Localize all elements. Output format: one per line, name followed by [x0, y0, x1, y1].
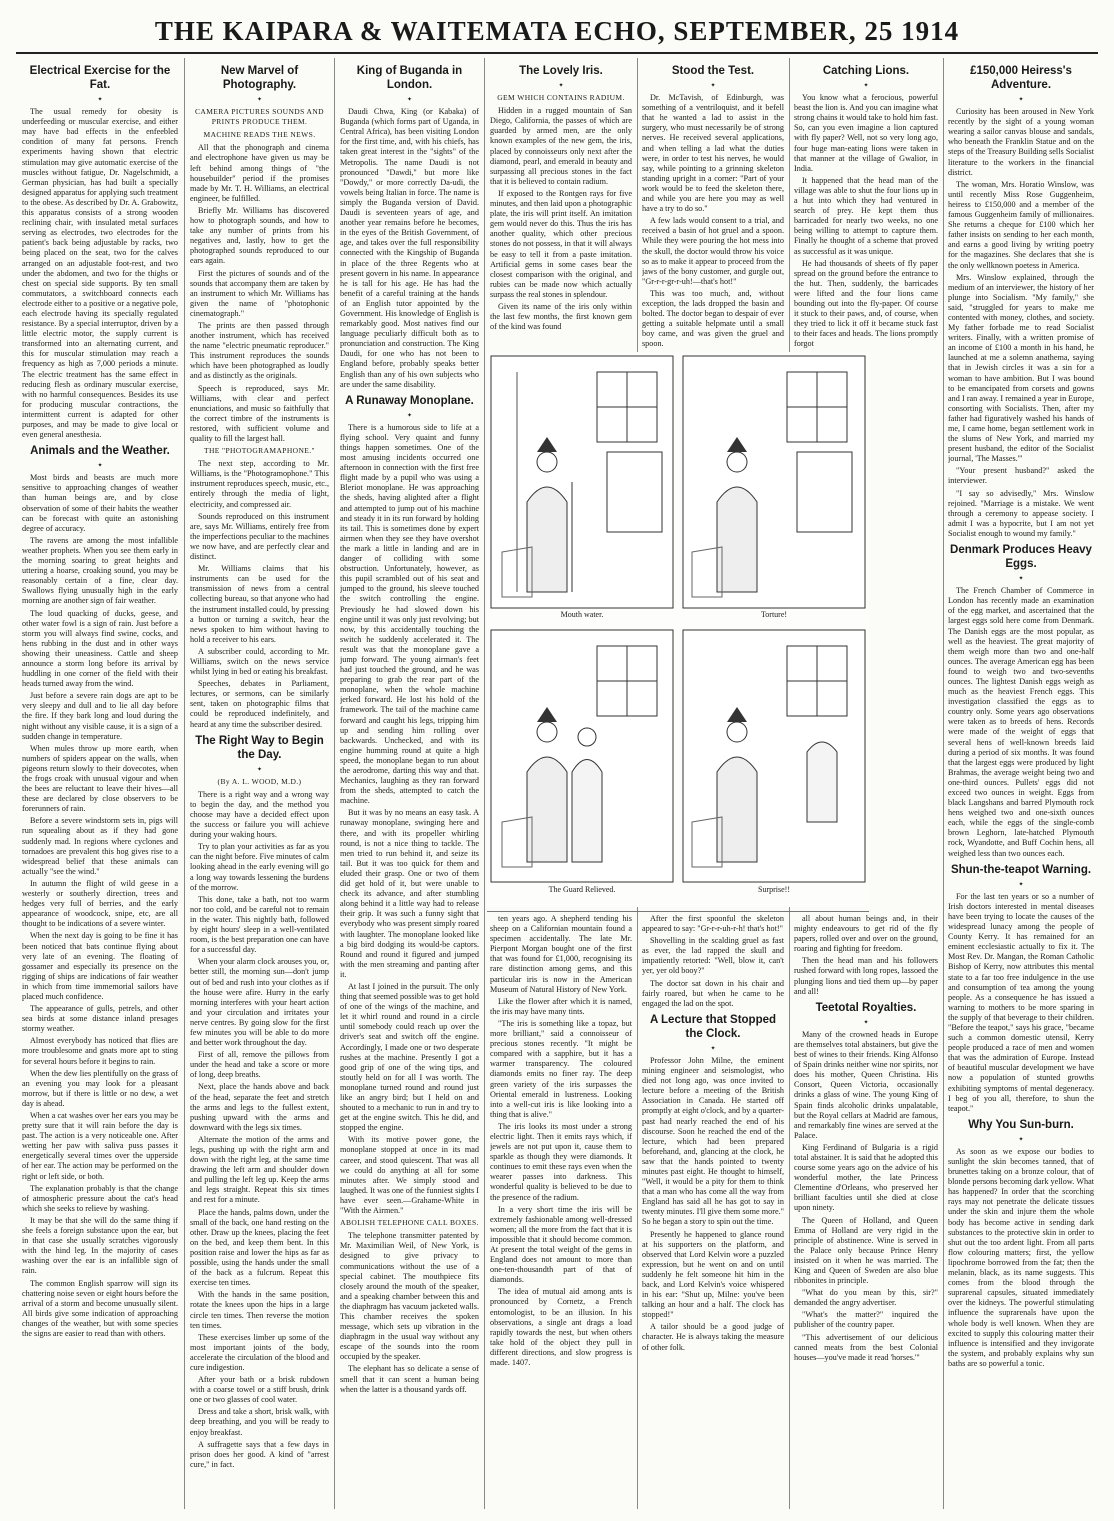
article-headline: Stood the Test. [671, 65, 755, 77]
divider-ornament: ✦ [97, 463, 103, 470]
column-4-top [490, 60, 632, 349]
paragraph: The iris looks its most under a strong electric light. Then it emits rays which, if jewels are not put upon it, cause them to sparkle as though they were diamonds. It continues to emit these rays even when the wearer passes into darkness. This wonderful quality is believed to be due to the presence of the radium. [490, 1121, 632, 1202]
divider-ornament: ✦ [406, 97, 413, 103]
article-headline: Catching Lions. [822, 65, 910, 77]
article-subheading: ABOLISH TELEPHONE CALL BOXES. [340, 1218, 479, 1228]
article-headline: Denmark Produces Heavy Eggs. [950, 544, 1092, 571]
paragraph: The explanation probably is that the change of atmospheric pressure about the cat's head which she seeks to relieve by washing. [22, 1183, 178, 1213]
column-4-bottom [490, 914, 632, 1507]
paragraph: If exposed to the Rontgen rays for five minutes, and then laid upon a photographic plate, the iris will print itself. An imitation gem would never do this. Thus the iris has another quality, which other precious stones do not possess, in that it will always be easy to tell it from a paste imitation. Artificial gems in some cases bear the closest comparison with the original, and rubies can be made now which actually surpass the real stones in splendour. [490, 188, 632, 299]
paragraph: When the next day is going to be fine it has been noticed that bats continue flying about very late of an evening. The floating of gossamer and especially its presence on the rigging of ships are indications of fair weather in which from time immemorial sailors have placed much confidence. [22, 931, 178, 1001]
divider-ornament: ✦ [863, 1019, 869, 1026]
paragraph: A suffragette says that a few days in prison does her good. A kind of "arrest cure," in fact. [190, 1439, 329, 1469]
paragraph: You know what a ferocious, powerful beast the lion is. And you can imagine what strong chains it would take to hold him fast. So, can you even imagine a lion captured with fly paper? Well, not so very long ago, four huge man-eating lions were taken in that manner at the village of Gwalior, in India. [794, 93, 938, 173]
paragraph: When your alarm clock arouses you, or, better still, the morning sun—don't jump out of bed and rush into your clothes as if the house were afire. Hurry in the early morning interferes with your heart action and your circulation and irritates your nerve centres. By going slow for the first few minutes you will be able to do more and better work throughout the day. [190, 957, 329, 1048]
paragraph: This done, take a bath, not too warm nor too cold, and be careful not to remain in the water. This nightly bath, followed by eight hours' sleep in a well-ventilated room, is the best preparation one can have for a successful day. [190, 894, 329, 955]
article-headline: Teetotal Royalties. [815, 1001, 917, 1014]
paragraph: A subscriber could, according to Mr. Williams, switch on the news service whilst lying in bed or eating his breakfast. [190, 646, 329, 677]
divider-ornament: ✦ [256, 766, 263, 773]
paragraph: As soon as we expose our bodies to sunlight the skin becomes tanned, that of brunettes taking on a bronze colour, that of blonde persons becoming dark yellow. What has happened? In order that the scorching rays may not penetrate the delicate tissues under the skin and injure them the whole body has become active in sending dark substances to the protective skin in order to shut out the too ardent light. From all parts flow colouring matters; first, the yellow lipochrome borrowed from the fat; then the melanin, black, as its name suggests. This comes from the blood through the suprarenal capsules, situated immediately over the kidneys. The powerful stimulating influence the suprarenals have upon the whole body is well known. When they are excited to supply this colouring matter their influence is intensified and they invigorate the system, and probably explains why sun baths are so powerful a tonic. [948, 1146, 1094, 1368]
paragraph: But it was by no means an easy task. A runaway monoplane, swinging here and there, and with its propeller whirling round, is not a nice thing to tackle. The men tried to run behind it, and seize its tail. But it was too quick for them and eluded their grasp. One or two of them did get hold of it, but were unable to check its advance, and after stumbling along behind it a little way had to release their grip. It was such a funny sight that everybody who was present simply roared with laughter. The monoplane looked like a big bird dodging its would-be captors. Round and round it figured and jumped with the men streaming and panting after it. [340, 808, 479, 979]
paragraph: After your bath or a brisk rubdown with a coarse towel or a stiff brush, drink one or two glasses of cool water. [190, 1375, 329, 1405]
paragraph: Shovelling in the scalding gruel as fast as ever, the lad rapped the skull and impatiently retorted: "Well, blow it, can't yer, yer old booy?" [642, 936, 784, 976]
divider-ornament: ✦ [1018, 576, 1024, 583]
paragraph: Try to plan your activities as far as you can the night before. Five minutes of calm looking ahead in the early evening will go a long way towards lessening the burdens of the morrow. [190, 842, 329, 892]
article-subheading: MACHINE READS THE NEWS. [203, 130, 316, 140]
article-headline: A Runaway Monoplane. [345, 394, 474, 407]
column-divider [334, 58, 335, 1509]
cartoon-illustration [487, 352, 869, 907]
paragraph: Before a severe windstorm sets in, pigs will run squealing about as if they had gone suddenly mad. In regions where cyclones and tornadoes are prevalent this hog gives rise to a widespread belief that these animals can actually "see the wind." [22, 816, 178, 876]
divider-ornament: ✦ [97, 97, 103, 103]
paragraph: Hidden in a rugged mountain of San Diego, California, the passes of which are guarded by armed men, are the only known examples of the new gem, the iris, placed by connoisseurs only next after the diamond, pearl, and emerald in beauty and surpassing all precious stones in the fact that it is believed to contain radium. [490, 106, 632, 186]
paragraph: "This advertisement of our delicious canned meats from the best Colonial houses—you've made it read 'horses.'" [794, 1332, 938, 1362]
paragraph: Most birds and beasts are much more sensitive to approaching changes of weather than human beings are, and by close observation of some of their habits the weather can be forecast with quite an astonishing degree of accuracy. [22, 473, 178, 533]
cartoon-panel-2 [683, 356, 865, 608]
paragraph: The French Chamber of Commerce in London has recently made an examination of the egg market, and ascertained that the largest eggs sold here come from Denmark. The Danish eggs are the most popular, as well as the heaviest. The great majority of them weigh more than two and one-half ounces. The average American egg has been found to weigh two and two-sevenths ounces. The lightest Danish eggs weigh as much as the heaviest French eggs. This investigation classified the eggs as to country only. Some years ago observations were taken as to breeds of hens. Records were made of the weight of eggs that several hens of well-known breeds laid during a period of six months. It was found that the largest eggs were produced by light Brahmas, the average weight being two and one-third ounces. Pullets' eggs did not exceed two ounces in weight. Eggs from black Langshans and barred Plymouth rock hens weighed two and one-sixth ounces each, while the eggs of the single-comb brown Leghorn, late-hatched Plymouth rock, Wyandotte, and Buff Cochin hens, all weighed less than two ounces each. [948, 586, 1094, 858]
paragraph: The appearance of gulls, petrels, and other sea birds at some distance inland presages stormy weather. [22, 1004, 178, 1034]
divider-ornament: ✦ [1018, 1136, 1024, 1143]
paragraph: "What's the matter?" inquired the publisher of the country paper. [794, 1310, 938, 1330]
divider-ornament: ✦ [1018, 881, 1024, 888]
column-7 [948, 60, 1094, 1507]
masthead: THE KAIPARA & WAITEMATA ECHO, SEPTEMBER, 25 1914 [154, 16, 960, 46]
article-headline: £150,000 Heiress's Adventure. [970, 65, 1072, 91]
paragraph: Professor John Milne, the eminent mining engineer and seismologist, who died not long ago, was once invited to lecture before a meeting of the British Association in Canada. He started off promptly at eight o'clock, and by a quarter-past had nearly reached the end of his discourse. Soon he reached the end of the lecture, which had been prepared beforehand, and, glancing at the clock, he saw that the hands pointed to twenty minutes past eight. He thought to himself, "Well, it would be a pity for them to think that a man who has come all the way from England has said all he has got to say in twenty minutes. I'll give them some more." So he began a story to spin out the time. [642, 1055, 784, 1227]
paragraph: Speeches, debates in Parliament, lectures, or sermons, can be similarly sent, taken on photographic films that could be reproduced indefinitely, and heard at any time the subscriber desired. [190, 679, 329, 729]
paragraph: All that the phonograph and cinema and electrophone have given us may be left behind among things of "the housebuilder" period if the promises made by Mr. T. H. Williams, an electrical engineer, be fulfilled. [190, 143, 329, 203]
column-divider [943, 58, 944, 1509]
paragraph: He had thousands of sheets of fly paper spread on the ground before the entrance to the hut. Then, suddenly, the barricades were lifted and the four lions came bounding out into the fly-paper. Of course it stuck to their paws, and, of course, when they tried to lick it off it became stuck fast to their faces and heads. The lions promptly forgot [794, 258, 938, 349]
paragraph: Many of the crowned heads in Europe are themselves total abstainers, but give the best of wines to their friends. King Alfonso of Spain drinks neither wine nor spirits, nor does his mother, Queen Christina. His Consort, Queen Victoria, occasionally drinks a glass of wine. The young King of Spain finds alcoholic drinks unpalatable, but the Royal cellars at Madrid are famous, and remarkably fine wines are served at the Palace. [794, 1029, 938, 1140]
paragraph: Then the head man and his followers rushed forward with long ropes, lassoed the plunging lions and tied them up—by paper and all! [794, 956, 938, 996]
column-6-top [794, 60, 938, 349]
paragraph: "I say so advisedly," Mrs. Winslow rejoined. "Marriage is a mistake. We went through a ceremony to appease society. I admit I was a hypocrite, but I am not yet Socialist enough to wound my family." [948, 488, 1094, 538]
paragraph: The ravens are among the most infallible weather prophets. When you see them early in the morning soaring to great heights and uttering a hoarse, croaking sound, you may be reasonably certain of a fine, clear day. Swallows flying unusually high in the early morning are another sign of fair weather. [22, 535, 178, 606]
column-divider [184, 58, 185, 1509]
column-2 [190, 60, 329, 1507]
paragraph: This was too much, and, without exception, the lads dropped the basin and bolted. The doctor began to despair of ever getting a suitable helpmate until a small boy came, and was given the gruel and spoon. [642, 288, 784, 349]
cartoon-panel-4 [683, 630, 865, 882]
paragraph: With its motive power gone, the monoplane stopped at once in its mad career, and stood quiescent. That was all we could do anything at all for some minutes after. We simply stood and laughed. It was one of the funniest sights I have ever seen.—Grahame-White in "With the Airmen." [340, 1135, 479, 1216]
column-5-top [642, 60, 784, 349]
column-divider [484, 58, 485, 1509]
article-byline: (By A. L. WOOD, M.D.) [217, 776, 302, 786]
paragraph: Curiosity has been aroused in New York recently by the sight of a young woman wearing a sailor canvas blouse and sandals, who beneath the Franklin Statue and on the steps of the Treasury Building sells Socialist literature to the workers in the financial district. [948, 107, 1094, 177]
paragraph: "What do you mean by this, sir?" demanded the angry advertiser. [794, 1288, 938, 1308]
paragraph: When mules throw up more earth, when numbers of spiders appear on the walls, when pigeons return slowly to their dovecotes, when the frogs croak with unusual vigour and when the bees are reluctant to leave their hives—all these are declared by close observers to be forerunners of rain. [22, 743, 178, 814]
column-5-bottom [642, 914, 784, 1507]
paragraph: These exercises limber up some of the most important joints of the body, accelerate the circulation of the blood and cure indigestion. [190, 1332, 329, 1372]
paragraph: With the hands in the same position, rotate the knees upon the hips in a large circle ten times. Then reverse the motion ten times. [190, 1290, 329, 1330]
article-headline: Shun-the-teapot Warning. [950, 863, 1092, 876]
paragraph: The common English sparrow will sign its chattering noise seven or eight hours before the arrival of a storm and become unusually silent. All birds give some indication of approaching changes of the weather, but with some species the signs are easier to read than with others. [22, 1278, 178, 1338]
paragraph: A few lads would consent to a trial, and received a basin of hot gruel and a spoon. While they were pouring the hot mess into the skull, the doctor would throw his voice so as to make it appear to proceed from the jaws of the bony customer, and gurgle out, "Gr-r-r-gr-r-uh!—that's hot!" [642, 216, 784, 286]
paragraph: There is a humorous side to life at a flying school. Very quaint and funny things happen sometimes. One of the most amusing incidents occurred one afternoon in connection with the first free flight made by a pupil who was using a Bleriot monoplane. He was approaching the sheds, having alighted after a flight and attempted to jump out of his machine and steady it in its run forward by holding its tail. This is sometimes done by expert airmen when they see they have overshot the mark a little in landing and are in danger of colliding with some obstruction. Unfortunately, however, as this pupil scrambled out of his seat and jumped to the ground, his sleeve touched the switch controlling the engine. Previously he had slowed down his engine until it was only just revolving; but now, by this accidentally touching the switch he suddenly accelerated it. The result was that the monoplane gave a jump forward. The young airman's feet had just touched the ground, and he was preparing to grab the rear part of the monoplane, when the whole machine jerked forward. He lost his hold of the framework. The tail of the machine came forward and caught his legs, tripping him up and sending him rolling over backwards. Unchecked, and with its engine humming round at quite a high speed, the monoplane began to run about the aerodrome, darting this way and that. Mechanics, laughing as they ran forward from the sheds, attempted to catch the machine. [340, 422, 479, 806]
paragraph: For the last ten years or so a number of Irish doctors interested in mental diseases have been trying to locate the causes of the widespread lunacy among the people of County Kerry. It has remained for an eminent ecclesiastic actually to fix it. The Most Rev. Dr. Mangan, the Roman Catholic Bishop of Kerry, now attributes this mental state to a far too free indulgence in the use and consumption of tea among the young people. As a consequence he has issued a warning to mothers to be more sparing in the supply of that beverage to their children. "Before the teapot," says his grace, "became such a common domestic utensil, Kerry people produced a race of men and women that was the admiration of Europe. Instead of beautiful muscular development we have now a population of stunted growths exhibiting symptoms of mental degeneracy. I beg of you all, therefore, to shun the teapot." [948, 891, 1094, 1113]
paragraph: Mrs. Winslow explained, through the medium of an interviewer, the history of her plunge into Socialism. "My family," she said, "struggled for years to make me contented with money, clothes, and society. My father forbade me to read Socialist writers. Finally, with a written promise of an income of £100 a month in his hand, he launched at me a solemn anathema, saying that in Jewish circles it was a sin for a woman to have ambition. But I was bound to be emancipated from corsets and gowns and I ran away. I remained a year in Europe, consorting with Socialists. Then, after my father had figuratively washed his hands of me, I came home, began settlement work in the slums of New York, and married my present husband, the editor of the Socialist journal, 'The Masses.'" [948, 272, 1094, 464]
paragraph: The elephant has so delicate a sense of smell that it can scent a human being when the latter is a thousand yards off. [340, 1364, 479, 1394]
paragraph: The idea of mutual aid among ants is pronounced by Cornetz, a French entomologist, to be an illusion. In his observations, a single ant drags a load rapidly towards the nest, but when others take hold of the object they pull in different directions, and slow progress is made. 1407. [490, 1287, 632, 1368]
article-body [22, 107, 178, 440]
paragraph: It may be that she will do the same thing if she feels a foreign substance upon the ear, but in that case she usually scratches vigorously with the hind leg. In the majority of cases washing over the ear is an infallible sign of rain. [22, 1215, 178, 1276]
paragraph: At last I joined in the pursuit. The only thing that seemed possible was to get hold of one of the wings of the machine, and let it whirl round and round in a circle until somebody could reach up over the driver's seat and switch off the engine. Accordingly, I made one or two desperate rushes at the machine. Presently I got a good grip of one of the wing tips, and stoutly held on for all I was worth. The monoplane turned round and round just like an angry bird; but I held on and shouted to a mechanic to run in and try to get at the engine switch. This he did, and stopped the engine. [340, 981, 479, 1133]
paragraph: Dr. McTavish, of Edinburgh, was something of a ventriloquist, and it befell that he wanted a lad to assist in the surgery, who must necessarily be of strong nerves. He received several applications, and when telling a lad what the duties were, in order to test his nerves, he would say, while pointing to a grinning skeleton standing upright in a corner: "Part of your work would be to feed the skeleton there, and while you are here you may as well have a try to do so." [642, 93, 784, 214]
divider-ornament: ✦ [558, 83, 564, 89]
paragraph: The usual remedy for obesity is underfeeding or muscular exercise, and either may have bad effects in the enfeebled condition of many fat persons. French experiments having shown that electric stimulation may give automatic exercise of the muscles without fatigue, Dr. Nagelschmidt, a German physician, has had built a specially designed apparatus for applying such treatment to the obese. As described by Dr. A. Grabowitz, this apparatus consists of a strong wooden reclining chair, with insulated metal surfaces serving as electrodes, two electrodes for the patient's back being adjustable by racks, two being placed on the seat, two for the calves arranged on an adjustable foot-rest, and two under the abdomen, and two for the thighs or chest on special side supports. By ten small commutators, a switchboard connects each electrode either to a positive or a negative pole, each electrode having its specially regulated resistance. By a special interruptor, driven by a little electric motor, the supply current is transformed into an alternating current, and this for muscular stimulation may reach a frequency as high as 7,000 periods a minute. The electric treatment has the same effect in reducing flesh as ordinary muscular exercise, with no harmful consequences. Besides its use for producing muscular contractions, the intermittent current is adapted for other purposes, and may be made to give local or even general anesthesia. [22, 107, 178, 440]
article-headline: Why You Sun-burn. [968, 1118, 1074, 1131]
article-headline: King of Buganda in London. [356, 65, 463, 91]
paragraph: When the dew lies plentifully on the grass of an evening you may look for a pleasant morrow, but if there is little or no dew, a wet day is ahead. [22, 1068, 178, 1108]
paragraph: There is a right way and a wrong way to begin the day, and the method you choose may have a decided effect upon the success or failure you will achieve during your waking hours. [190, 789, 329, 840]
cartoon-bottom-rule [487, 911, 869, 912]
paragraph: Place the hands, palms down, under the small of the back, one hand resting on the other. Draw up the knees, placing the feet on the bed, and keep them bent. In this position raise and lower the hips as far as possible, using the hands under the small of the back as a fulcrum. Repeat this exercise ten times. [190, 1207, 329, 1288]
cartoon-caption: Torture! [760, 610, 788, 619]
article-subheading: GEM WHICH CONTAINS RADIUM. [497, 93, 625, 103]
paragraph: Presently he happened to glance round at his supporters on the platform, and observed that Lord Kelvin wore a puzzled expression, but he went on and on until suddenly he felt someone hit him in the back, and Lord Kelvin's voice whispered in his ear: "Shut up, Milne: you've been talking an hour and a half. The clock has stopped!" [642, 1229, 784, 1320]
article-headline: New Marvel of Photography. [220, 65, 299, 91]
paragraph: A tailor should be a good judge of character. He is always taking the measure of other folk. [642, 1322, 784, 1352]
paragraph: Mr. Williams claims that his instruments can be used for the transmission of news from a central collecting bureau, so that anyone who had the instrument installed could, by pressing a button or turning a switch, hear the news spoken to him without having to hold a receiver to his ears. [190, 564, 329, 644]
paragraph: "Your present husband?" asked the interviewer. [948, 466, 1094, 486]
paragraph: The next step, according to Mr. Williams, is the "Photogramophone." This instrument reproduces speech, music, etc., entirely through the media of light, electricity, and compressed air. [190, 459, 329, 509]
article-headline: The Right Way to Begin the Day. [195, 734, 324, 761]
paragraph: Sounds reproduced on this instrument are, says Mr. Williams, entirely free from the imperfections peculiar to the machines we now have, and are perfectly clear and distinct. [190, 511, 329, 562]
cartoon-caption: Surprise!! [758, 885, 790, 894]
paragraph: The prints are then passed through another instrument, which has received the name "electric pneumatic reproducer." This instrument reproduces the sounds which have been photographed as loudly and as distinctly as the originals. [190, 320, 329, 381]
paragraph: The loud quacking of ducks, geese, and other water fowl is a sign of rain. Just before a storm you will always find swine, cocks, and hens rubbing in the dust and in other ways showing their uneasiness. Cattle and sheep announce a storm long before its arrival by huddling in one corner of the field with their heads turned away from the wind. [22, 608, 178, 689]
article-headline: A Lecture that Stopped the Clock. [649, 1013, 777, 1040]
column-6-bottom [794, 914, 938, 1507]
paragraph: In a very short time the iris will be extremely fashionable among well-dressed women; all the more from the fact that it is impossible that it should become common. At present the total weight of the gems in England does not amount to more than one-ten-thousandth part of that of diamonds. [490, 1204, 632, 1285]
cartoon-strip [487, 352, 869, 907]
masthead-rule [16, 52, 1098, 54]
paragraph: ten years ago. A shepherd tending his sheep on a Californian mountain found a specimen accidentally. The late Mr. Pierpont Morgan bought one of the first that was found for £1,000, recognising its rare distinction among gems, and this particular iris is now in the American Museum of Natural History of New York. [490, 914, 632, 994]
paragraph: The doctor sat down in his chair and fairly roared, but when he came to he engaged the lad on the spot. [642, 978, 784, 1008]
article-headline: Animals and the Weather. [30, 445, 170, 458]
paragraph: First the pictures of sounds and of the sounds that accompany them are taken by an instrument to which Mr. Williams has given the name of "photophonic cinematograph." [190, 268, 329, 318]
paragraph: Just before a severe rain dogs are apt to be very sleepy and dull and to lie all day before the fire. If they bark long and loud during the night without any visible cause, it is a sign of a sudden change in temperature. [22, 691, 178, 741]
article-headline: The Lovely Iris. [519, 65, 603, 77]
paragraph: After the first spoonful the skeleton appeared to say: "Gr-r-r-uh-r-h! that's hot!" [642, 914, 784, 934]
column-3 [340, 60, 479, 1507]
paragraph: The Queen of Holland, and Queen Emma of Holland are very rigid in the principle of abstinence. Wine is served in the Palace only because Prince Henry insisted on it when he was married. The King and Queen of Sweden are also blue ribbonites in principle. [794, 1215, 938, 1286]
divider-ornament: ✦ [710, 83, 716, 89]
paragraph: all about human beings and, in their mighty endeavours to get rid of the fly papers, rolled over and over on the ground, roaring and fighting for freedom. [794, 914, 938, 954]
paragraph: When a cat washes over her ears you may be pretty sure that it will rain before the day is past. The action is a very noticeable one. After wetting her paw with saliva puss passes it energetically several times over the upperside of her ear. The action may be performed on the right or left side, or both. [22, 1111, 178, 1181]
divider-ornament: ✦ [256, 97, 263, 103]
article-headline: Electrical Exercise for the Fat. [29, 65, 171, 91]
divider-ornament: ✦ [710, 1045, 716, 1052]
article-subheading: THE "PHOTOGRAMAPHONE." [203, 446, 316, 456]
cartoon-caption: Mouth water. [560, 610, 604, 619]
paragraph: Next, place the hands above and back of the head, separate the feet and stretch the arms and legs to the fullest extent, pushing upward with the arms and downward with the legs six times. [190, 1082, 329, 1132]
paragraph: In autumn the flight of wild geese in a westerly or southerly direction, trees and hedges very full of berries, and the early appearance of woodcock, snipe, etc, are all thought to be indications of a severe winter. [22, 878, 178, 929]
article-body [22, 473, 178, 1339]
paragraph: The woman, Mrs. Horatio Winslow, was until recently Miss Rose Guggenheim, heiress to £150,000 and a member of the famous Guggenheim family of millionaires. She returns a cheque for £100 which her father insists on sending to her each month, and earns a good living by writing poetry for the magazines. She declares that she is the only wellknown poetess in America. [948, 179, 1094, 270]
paragraph: Like the flower after which it is named, the iris may have many tints. [490, 996, 632, 1016]
paragraph: Daudi Chwa, King (or Kabaka) of Buganda (which forms part of Uganda, in Central Africa), has been visiting London for the first time, and, with his chiefs, has taken great interest in the "sights" of the Metropolis. The name Daudi is not pronounced "Dawdi," but more like "Dowdy," or more correctly Da-udi, the vowels being Italian in force. The name is simply the Buganda version of David. Daudi is seventeen years of age, and another year remains before he becomes, in the eyes of the British Government, of age, and takes over the full responsibility connected with the Kingship of Buganda in place of the three Regents who at present govern in his name. In appearance he is tall for his age. He has had the benefit of a careful training at the hands of an English tutor appointed by the Government. His knowledge of English is remarkably good. Most natives find our language peculiarly difficult both as to pronunciation and construction. The King Daudi, for one who has not been to England before, probably speaks better English than any of his own subjects who are under the same disability. [340, 107, 479, 389]
paragraph: "The iris is something like a topaz, but more brilliant," said a connoisseur of precious stones recently. "It might be compared with a sapphire, but it has a warmer transparency. The coloured diamonds emits no finer ray. The deep green variety of the iris surpasses the Oriental emerald in lustreness. Looking into a well-cut iris is like looking into a thing that is alive." [490, 1018, 632, 1119]
paragraph: King Ferdinand of Bulgaria is a rigid total abstainer. It is said that he adopted this course some years ago on the advice of his wonderful mother, the late Princess Clementine d'Orleans, who preserved her brilliant faculties until she died at close upon ninety. [794, 1142, 938, 1213]
divider-ornament: ✦ [406, 412, 413, 419]
cartoon-panel-3 [491, 630, 673, 882]
paragraph: It happened that the head man of the village was able to shut the four lions up in a hut into which they had ventured in search of prey. He kept them thus barricaded for nearly two weeks, no one being willing to attempt to capture them. Finally he thought of a scheme that proved as successful as it was unique. [794, 175, 938, 256]
paragraph: Dress and take a short, brisk walk, with deep breathing, and you will be ready to enjoy breakfast. [190, 1407, 329, 1437]
divider-ornament: ✦ [1018, 97, 1024, 103]
divider-ornament: ✦ [863, 83, 869, 89]
cartoon-caption: The Guard Relieved. [548, 885, 616, 894]
paragraph: Speech is reproduced, says Mr. Williams, with clear and perfect enunciations, and music so faithfully that the correct timbre of the instruments is restored, with sufficient volume and quality to fill the largest hall. [190, 383, 329, 443]
paragraph: Given its name of the iris only within the last few months, the first known gem of the kind was found [490, 301, 632, 332]
paragraph: First of all, remove the pillows from under the head and take a score or more of long, deep breaths. [190, 1050, 329, 1080]
column-1 [22, 60, 178, 1507]
paragraph: The telephone transmitter patented by Mr. Maximilian Weil, of New York, is designed to give privacy to communications without the use of a special cabinet. The mouthpiece fits closely around the mouth of the speaker, and a speaking chamber between this and the diaphragm has vacuum jacketed walls. This chamber receives the spoken message, which sets up vibration in the diaphragm in the usual way without any escape of the sounds into the room occupied by the speaker. [340, 1231, 479, 1362]
paragraph: Alternate the motion of the arms and legs, pushing up with the right arm and down with the right leg, at the same time drawing the left arm and shoulder down and pulling the left leg up. Keep the arms and legs straight. Repeat this six times and rest for a minute. [190, 1134, 329, 1205]
cartoon-panel-1 [491, 356, 673, 608]
paragraph: Almost everybody has noticed that flies are more troublesome and gnats more apt to sting for several hours before it begins to rain. [22, 1036, 178, 1066]
paragraph: Briefly Mr. Williams has discovered how to photograph sounds, and how to take any number of prints from his negatives and, lastly, how to get the photographed sounds reproduced to our ears again. [190, 205, 329, 266]
article-subheading: CAMERA PICTURES SOUNDS AND PRINTS PRODUCE THEM. [195, 107, 324, 127]
